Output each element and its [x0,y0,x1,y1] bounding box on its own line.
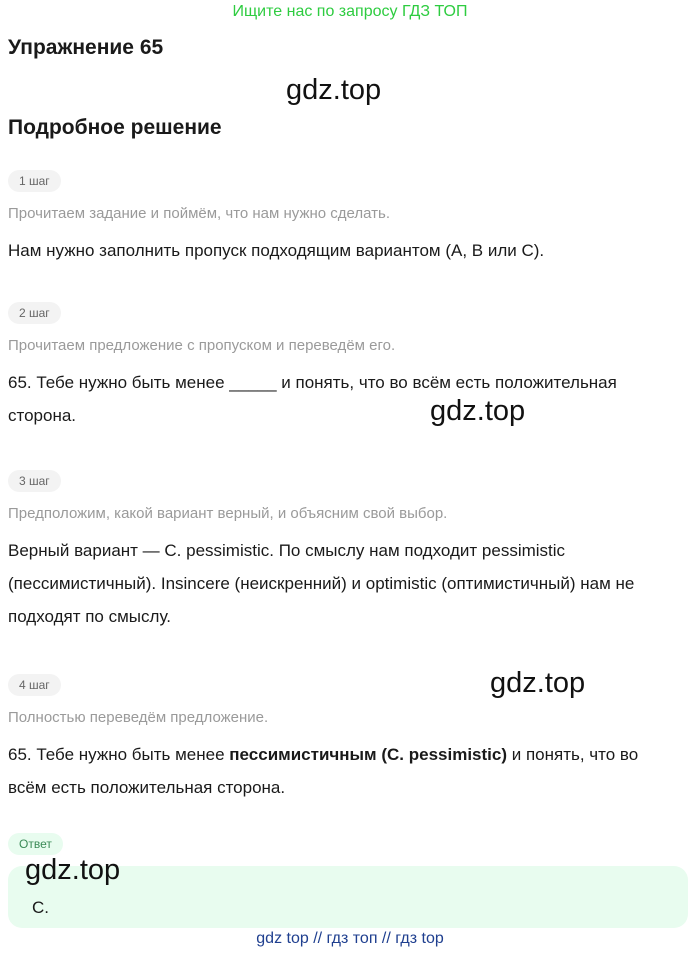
step-text: 65. Тебе нужно быть менее _____ и понять, что во всём есть положительная сторона. [8,373,617,425]
step-text-part: 65. Тебе нужно быть менее [8,745,230,764]
step-text-bold: пессимистичным (C. pessimistic) [229,745,508,764]
watermark: gdz.top [25,854,121,886]
step-hint: Полностью переведём предложение. [8,709,269,726]
answer-badge: Ответ [8,833,63,855]
answer-text: C. [32,898,49,917]
step-text-part: и понять, что во всём есть положительная сторона. [8,745,639,797]
watermark: gdz.top [430,395,526,427]
step-badge: 2 шаг [8,302,61,324]
step-hint: Прочитаем предложение с пропуском и переведём его. [8,337,396,354]
solution-heading: Подробное решение [8,116,222,139]
exercise-title: Упражнение 65 [8,36,164,59]
step-badge: 1 шаг [8,170,61,192]
step-badge: 4 шаг [8,674,61,696]
top-banner: Ищите нас по запросу ГДЗ ТОП [232,3,468,20]
watermark: gdz.top [286,74,382,106]
step-badge: 3 шаг [8,470,61,492]
watermark: gdz.top [490,667,586,699]
footer-links: gdz top // гдз топ // гдз top [256,930,444,947]
step-text: Верный вариант — C. pessimistic. По смыслу нам подходит pessimistic (пессимистичный). Insincere (неискренний) и optimistic (оптимистичный) нам не подходят по смыслу. [8,541,635,626]
step-text [8,738,678,804]
step-text: Нам нужно заполнить пропуск подходящим вариантом (A, B или C). [8,241,545,260]
step-hint: Прочитаем задание и поймём, что нам нужно сделать. [8,205,391,222]
step-hint: Предположим, какой вариант верный, и объясним свой выбор. [8,505,448,522]
